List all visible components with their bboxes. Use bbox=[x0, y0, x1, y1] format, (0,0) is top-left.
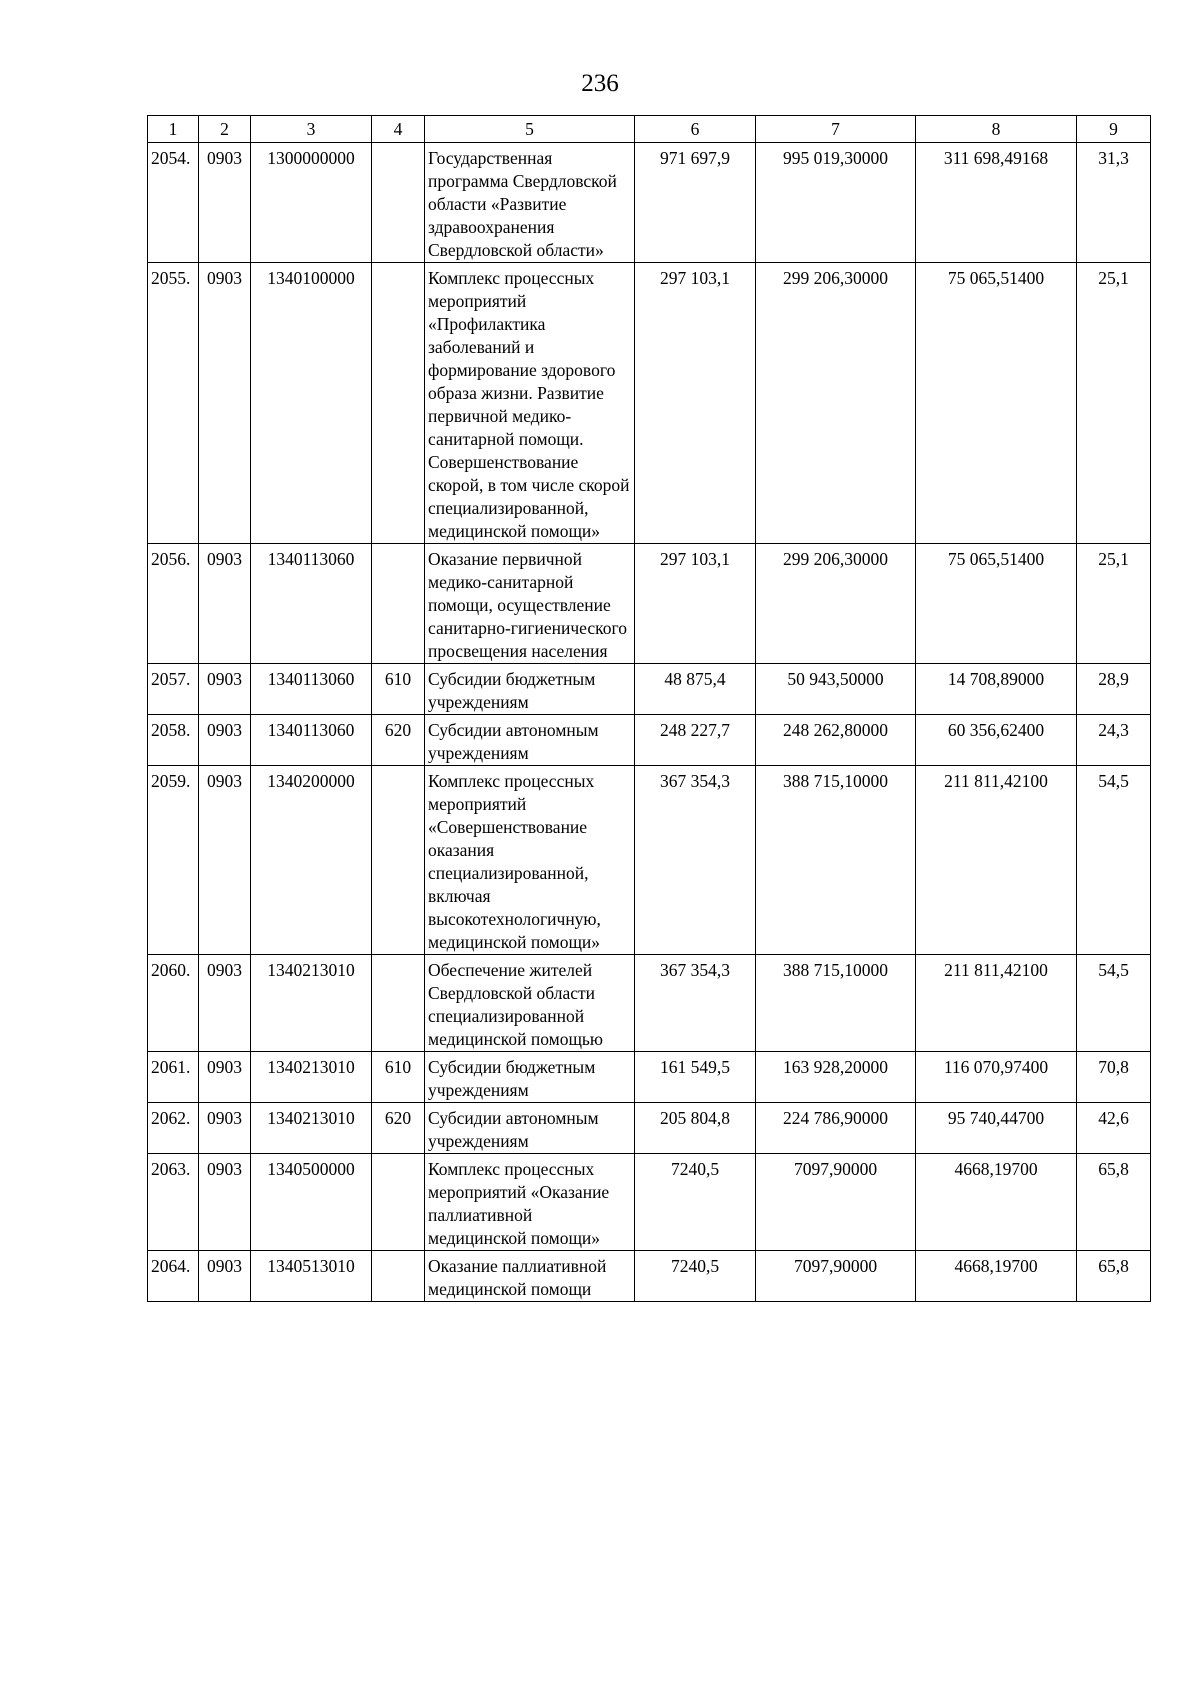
amount-col-7: 7097,90000 bbox=[756, 1251, 916, 1302]
section-code: 0903 bbox=[199, 1154, 251, 1251]
header-col-3: 3 bbox=[251, 116, 372, 143]
section-code: 0903 bbox=[199, 1052, 251, 1103]
amount-col-6: 297 103,1 bbox=[635, 263, 756, 544]
percent-col-9: 31,3 bbox=[1077, 143, 1151, 263]
header-col-6: 6 bbox=[635, 116, 756, 143]
table-row bbox=[148, 1251, 1151, 1302]
amount-col-7: 163 928,20000 bbox=[756, 1052, 916, 1103]
expense-type-code bbox=[372, 766, 425, 955]
section-code: 0903 bbox=[199, 1103, 251, 1154]
amount-col-7: 224 786,90000 bbox=[756, 1103, 916, 1154]
item-name: Субсидии бюджетным учреждениям bbox=[425, 1052, 635, 1103]
amount-col-8: 211 811,42100 bbox=[916, 766, 1077, 955]
row-number: 2063. bbox=[148, 1154, 199, 1251]
amount-col-6: 205 804,8 bbox=[635, 1103, 756, 1154]
table-row bbox=[148, 766, 1151, 955]
target-code: 1340113060 bbox=[251, 544, 372, 664]
percent-col-9: 70,8 bbox=[1077, 1052, 1151, 1103]
amount-col-7: 299 206,30000 bbox=[756, 544, 916, 664]
percent-col-9: 65,8 bbox=[1077, 1251, 1151, 1302]
amount-col-8: 211 811,42100 bbox=[916, 955, 1077, 1052]
target-code: 1340513010 bbox=[251, 1251, 372, 1302]
item-name: Оказание первичной медико-санитарной помощи, осуществление санитарно-гигиенического просвещения населения bbox=[425, 544, 635, 664]
amount-col-7: 248 262,80000 bbox=[756, 715, 916, 766]
item-name: Комплекс процессных мероприятий «Оказание паллиативной медицинской помощи» bbox=[425, 1154, 635, 1251]
percent-col-9: 54,5 bbox=[1077, 955, 1151, 1052]
amount-col-6: 297 103,1 bbox=[635, 544, 756, 664]
expense-type-code bbox=[372, 955, 425, 1052]
target-code: 1340113060 bbox=[251, 664, 372, 715]
header-row bbox=[148, 116, 1151, 143]
percent-col-9: 54,5 bbox=[1077, 766, 1151, 955]
target-code: 1340200000 bbox=[251, 766, 372, 955]
header-col-1: 1 bbox=[148, 116, 199, 143]
item-name: Субсидии автономным учреждениям bbox=[425, 715, 635, 766]
amount-col-6: 367 354,3 bbox=[635, 766, 756, 955]
table-row bbox=[148, 143, 1151, 263]
percent-col-9: 25,1 bbox=[1077, 263, 1151, 544]
percent-col-9: 28,9 bbox=[1077, 664, 1151, 715]
expense-type-code: 610 bbox=[372, 664, 425, 715]
amount-col-7: 7097,90000 bbox=[756, 1154, 916, 1251]
section-code: 0903 bbox=[199, 955, 251, 1052]
percent-col-9: 42,6 bbox=[1077, 1103, 1151, 1154]
amount-col-8: 75 065,51400 bbox=[916, 263, 1077, 544]
percent-col-9: 25,1 bbox=[1077, 544, 1151, 664]
item-name: Государственная программа Свердловской области «Развитие здравоохранения Свердловской области» bbox=[425, 143, 635, 263]
table-row bbox=[148, 263, 1151, 544]
item-name: Субсидии автономным учреждениям bbox=[425, 1103, 635, 1154]
table-row bbox=[148, 544, 1151, 664]
table-row bbox=[148, 955, 1151, 1052]
amount-col-6: 248 227,7 bbox=[635, 715, 756, 766]
target-code: 1340100000 bbox=[251, 263, 372, 544]
row-number: 2062. bbox=[148, 1103, 199, 1154]
row-number: 2056. bbox=[148, 544, 199, 664]
amount-col-7: 388 715,10000 bbox=[756, 955, 916, 1052]
expense-type-code: 610 bbox=[372, 1052, 425, 1103]
header-col-4: 4 bbox=[372, 116, 425, 143]
section-code: 0903 bbox=[199, 263, 251, 544]
row-number: 2061. bbox=[148, 1052, 199, 1103]
table-row bbox=[148, 664, 1151, 715]
percent-col-9: 65,8 bbox=[1077, 1154, 1151, 1251]
row-number: 2059. bbox=[148, 766, 199, 955]
row-number: 2060. bbox=[148, 955, 199, 1052]
amount-col-6: 367 354,3 bbox=[635, 955, 756, 1052]
row-number: 2057. bbox=[148, 664, 199, 715]
target-code: 1300000000 bbox=[251, 143, 372, 263]
section-code: 0903 bbox=[199, 143, 251, 263]
table-header bbox=[148, 116, 1151, 143]
table-body bbox=[148, 143, 1151, 1302]
section-code: 0903 bbox=[199, 544, 251, 664]
target-code: 1340500000 bbox=[251, 1154, 372, 1251]
row-number: 2055. bbox=[148, 263, 199, 544]
target-code: 1340213010 bbox=[251, 1052, 372, 1103]
amount-col-7: 50 943,50000 bbox=[756, 664, 916, 715]
amount-col-8: 4668,19700 bbox=[916, 1154, 1077, 1251]
header-col-7: 7 bbox=[756, 116, 916, 143]
header-col-2: 2 bbox=[199, 116, 251, 143]
amount-col-8: 311 698,49168 bbox=[916, 143, 1077, 263]
section-code: 0903 bbox=[199, 664, 251, 715]
amount-col-6: 7240,5 bbox=[635, 1154, 756, 1251]
amount-col-8: 60 356,62400 bbox=[916, 715, 1077, 766]
section-code: 0903 bbox=[199, 766, 251, 955]
item-name: Оказание паллиативной медицинской помощи bbox=[425, 1251, 635, 1302]
amount-col-6: 971 697,9 bbox=[635, 143, 756, 263]
header-col-8: 8 bbox=[916, 116, 1077, 143]
row-number: 2058. bbox=[148, 715, 199, 766]
amount-col-6: 161 549,5 bbox=[635, 1052, 756, 1103]
amount-col-8: 116 070,97400 bbox=[916, 1052, 1077, 1103]
amount-col-7: 995 019,30000 bbox=[756, 143, 916, 263]
amount-col-8: 14 708,89000 bbox=[916, 664, 1077, 715]
table-row bbox=[148, 1052, 1151, 1103]
amount-col-8: 4668,19700 bbox=[916, 1251, 1077, 1302]
expense-type-code bbox=[372, 263, 425, 544]
section-code: 0903 bbox=[199, 715, 251, 766]
header-col-5: 5 bbox=[425, 116, 635, 143]
expense-type-code bbox=[372, 1251, 425, 1302]
expense-type-code: 620 bbox=[372, 1103, 425, 1154]
amount-col-6: 48 875,4 bbox=[635, 664, 756, 715]
table-row bbox=[148, 1154, 1151, 1251]
expense-type-code bbox=[372, 544, 425, 664]
budget-table bbox=[147, 115, 1151, 1302]
item-name: Обеспечение жителей Свердловской области специализированной медицинской помощью bbox=[425, 955, 635, 1052]
page-number: 236 bbox=[581, 70, 619, 97]
amount-col-7: 299 206,30000 bbox=[756, 263, 916, 544]
percent-col-9: 24,3 bbox=[1077, 715, 1151, 766]
target-code: 1340213010 bbox=[251, 955, 372, 1052]
table-row bbox=[148, 715, 1151, 766]
item-name: Комплекс процессных мероприятий «Совершенствование оказания специализированной, включая высокотехнологичную, медицинской помощи» bbox=[425, 766, 635, 955]
target-code: 1340213010 bbox=[251, 1103, 372, 1154]
amount-col-7: 388 715,10000 bbox=[756, 766, 916, 955]
table-row bbox=[148, 1103, 1151, 1154]
section-code: 0903 bbox=[199, 1251, 251, 1302]
target-code: 1340113060 bbox=[251, 715, 372, 766]
amount-col-8: 75 065,51400 bbox=[916, 544, 1077, 664]
amount-col-8: 95 740,44700 bbox=[916, 1103, 1077, 1154]
amount-col-6: 7240,5 bbox=[635, 1251, 756, 1302]
row-number: 2054. bbox=[148, 143, 199, 263]
item-name: Субсидии бюджетным учреждениям bbox=[425, 664, 635, 715]
header-col-9: 9 bbox=[1077, 116, 1151, 143]
expense-type-code: 620 bbox=[372, 715, 425, 766]
expense-type-code bbox=[372, 1154, 425, 1251]
expense-type-code bbox=[372, 143, 425, 263]
row-number: 2064. bbox=[148, 1251, 199, 1302]
item-name: Комплекс процессных мероприятий «Профилактика заболеваний и формирование здорового образа жизни. Развитие первичной медико-санитарной помощи. Совершенствование скорой, в том числе скорой специализированной, медицинской помощи» bbox=[425, 263, 635, 544]
